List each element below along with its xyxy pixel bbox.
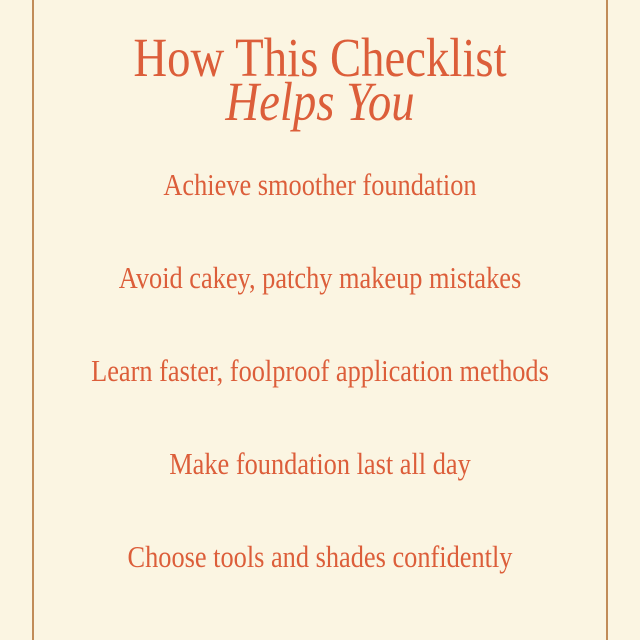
benefit-item-smoother-foundation: Achieve smoother foundation xyxy=(163,167,477,202)
page-title-line2: Helps You xyxy=(225,71,415,132)
benefit-item-choose-confidently: Choose tools and shades confidently xyxy=(127,539,513,574)
benefit-item-learn-faster: Learn faster, foolproof application methods xyxy=(91,353,549,388)
benefit-item-avoid-mistakes: Avoid cakey, patchy makeup mistakes xyxy=(118,260,522,295)
benefit-item-last-all-day: Make foundation last all day xyxy=(169,446,471,481)
right-frame-line xyxy=(606,0,608,640)
page-title-line1: How This Checklist xyxy=(133,27,507,88)
left-frame-line xyxy=(32,0,34,640)
